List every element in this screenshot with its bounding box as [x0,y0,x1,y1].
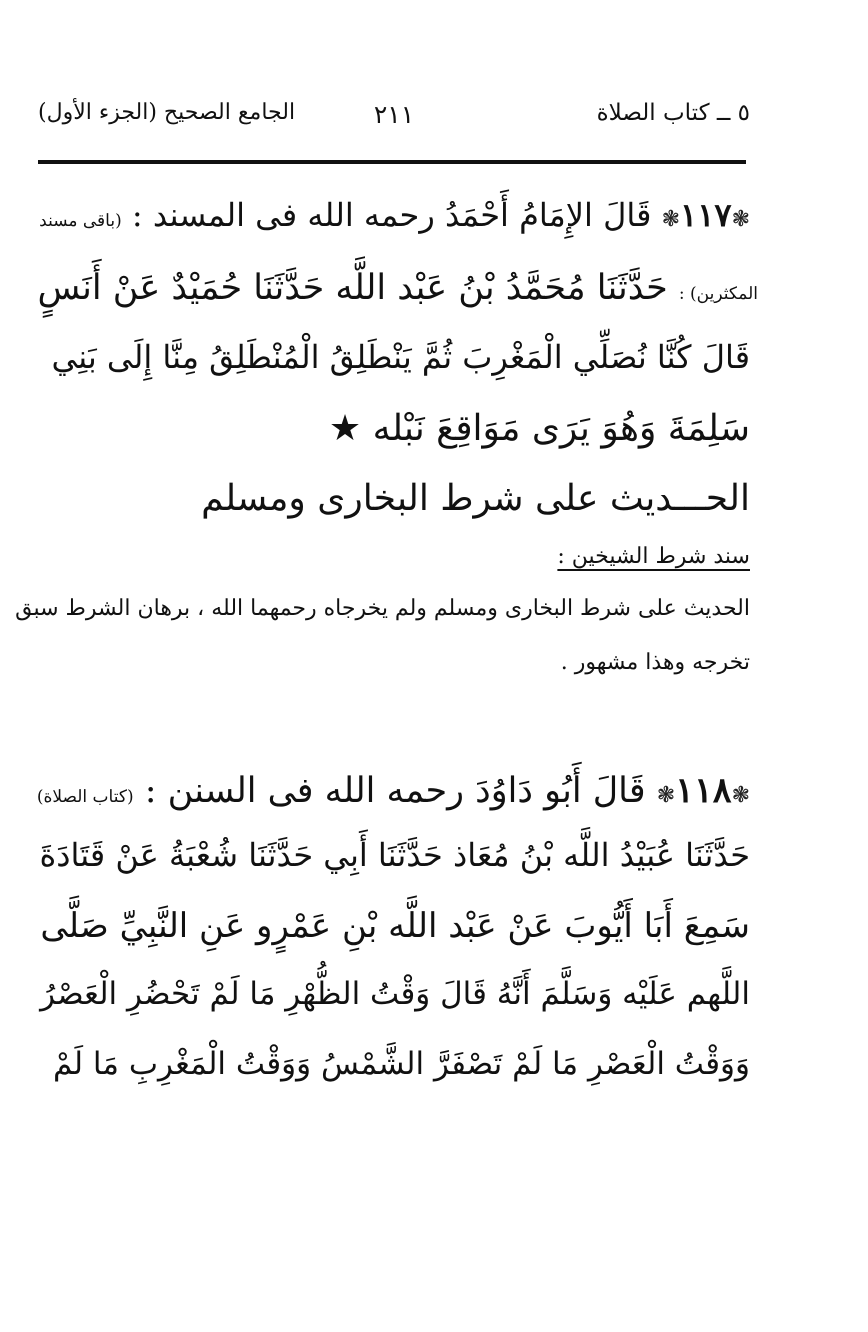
hadith-117-number: ١١٧ [680,196,732,234]
page-header [38,100,750,140]
note-line-1: الحديث على شرط البخارى ومسلم ولم يخرجاه رحمهما الله ، برهان الشرط سبق [15,596,750,621]
note-title: سند شرط الشيخين : [557,544,750,569]
ornament-open-icon: ❃ [731,783,750,808]
hadith-117-intro: قَالَ الإِمَامُ أَحْمَدُ رحمه الله فى المسند : [131,196,652,234]
hadith-118-intro: قَالَ أَبُو دَاوُدَ رحمه الله فى السنن : [144,771,646,811]
hadith-117-text-2: حَدَّثَنَا مُحَمَّدُ بْنُ عَبْد اللَّه حَدَّثَنَا حُمَيْدٌ عَنْ أَنَسٍ [37,268,668,308]
note-line-2: تخرجه وهذا مشهور . [560,650,750,675]
ornament-open-icon: ❃ [731,207,750,232]
hadith-117-line-4: سَلِمَةَ وَهُوَ يَرَى مَوَاقِعَ نَبْله ★ [328,408,750,449]
note-title-row [36,544,750,569]
hadith-118-number: ١١٨ [675,770,732,811]
book-title: الجامع الصحيح (الجزء الأول) [38,100,296,125]
hadith-117-source-ref-cont: المكثرين) : [678,284,758,304]
ornament-close-icon: ❃ [656,783,676,808]
chapter-title: ٥ ــ كتاب الصلاة [596,100,750,126]
hadith-117-line-2 [34,268,758,308]
page-number: ٢١١ [373,100,415,129]
header-rule [38,160,746,164]
hadith-117-number-mark [651,196,750,234]
hadith-118-source-ref: (كتاب الصلاة) [36,787,134,807]
hadith-118-heading [36,770,750,811]
ornament-close-icon: ❃ [661,207,680,232]
hadith-118-line-3: سَمِعَ أَبَا أَيُّوبَ عَنْ عَبْد اللَّه بْنِ عَمْرٍو عَنِ النَّبِيِّ صَلَّى [40,906,750,946]
hadith-117-verdict: الحـــديث على شرط البخارى ومسلم [201,478,750,519]
hadith-117-heading [36,196,750,234]
hadith-118-line-5: وَوَقْتُ الْعَصْرِ مَا لَمْ تَصْفَرَّ الشَّمْسُ وَوَقْتُ الْمَغْرِبِ مَا لَمْ [52,1046,750,1082]
hadith-117-line-3: قَالَ كُنَّا نُصَلِّي الْمَغْرِبَ ثُمَّ يَنْطَلِقُ الْمُنْطَلِقُ مِنَّا إِلَى بَنِي [51,338,750,376]
hadith-118-number-mark [646,771,750,811]
hadith-118-line-2: حَدَّثَنَا عُبَيْدُ اللَّه بْنُ مُعَاذ حَدَّثَنَا أَبِي حَدَّثَنَا شُعْبَةُ عَنْ قَتَادَةَ [39,836,750,874]
hadith-118-line-4: اللَّهم عَلَيْه وَسَلَّمَ أَنَّهُ قَالَ وَقْتُ الظُّهْرِ مَا لَمْ تَحْضُرِ الْعَصْرُ [40,976,750,1012]
hadith-117-source-ref: (باقى مسند [39,211,122,231]
